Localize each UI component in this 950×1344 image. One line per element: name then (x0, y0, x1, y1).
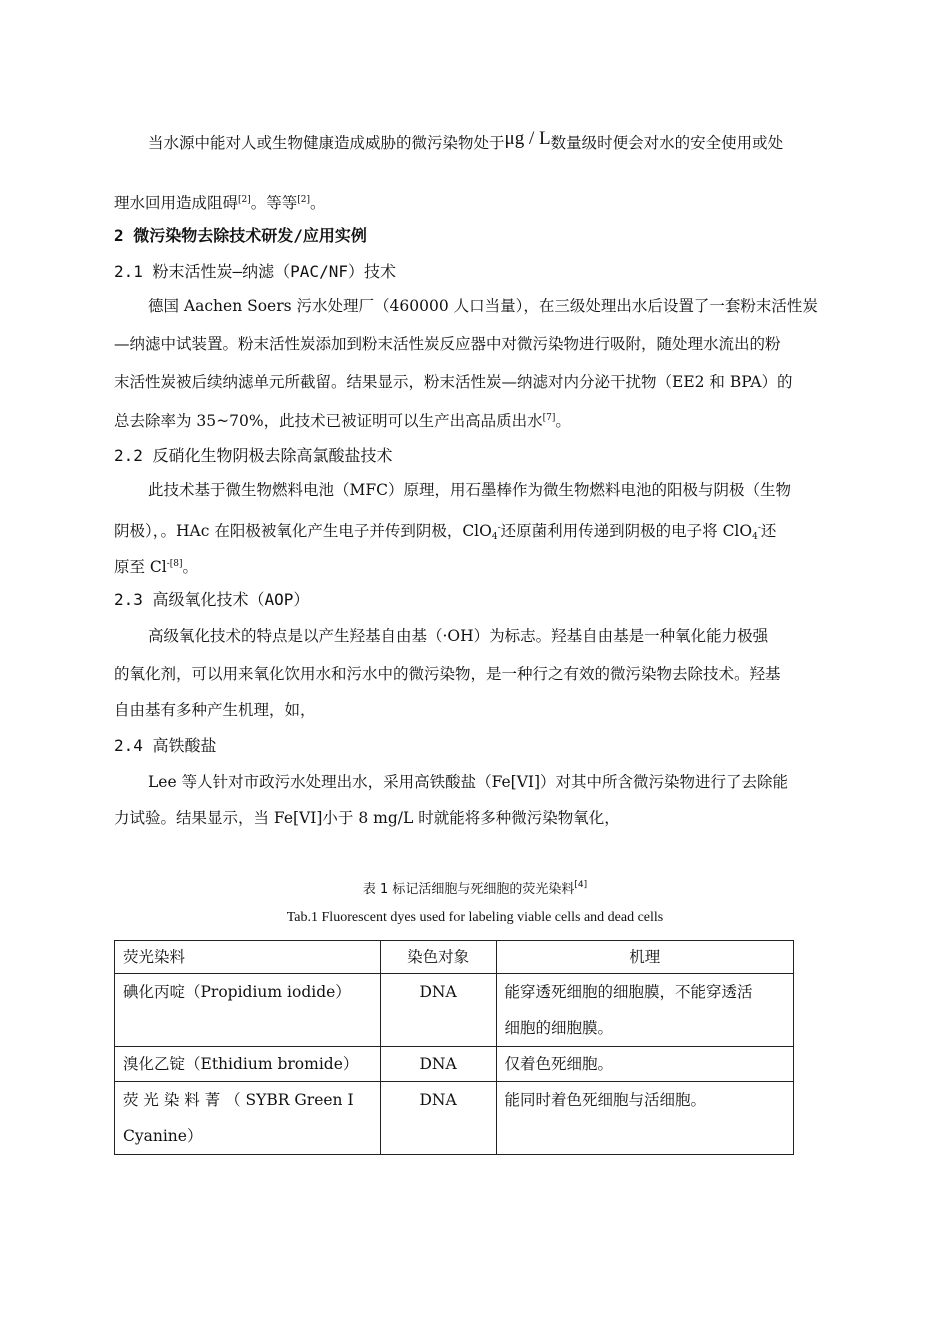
paragraph-line: 此技术基于微生物燃料电池（MFC）原理，用石墨棒作为微生物燃料电池的阳极与阴极（生物 (148, 481, 791, 499)
cell-target: DNA (380, 974, 496, 1047)
header-target: 染色对象 (380, 941, 496, 974)
superscript: - (497, 523, 501, 533)
mechanism-line: 能穿透死细胞的细胞膜，不能穿透活 (504, 983, 753, 1001)
table-row (115, 1047, 794, 1082)
paragraph-text: 。 (182, 558, 199, 576)
header-dye: 荧光染料 (115, 941, 381, 974)
header-mechanism: 机理 (496, 941, 793, 974)
table-header-row (115, 941, 794, 974)
paragraph-text: 。 (555, 412, 571, 430)
cell-dye (115, 1082, 381, 1155)
paragraph-line (114, 408, 836, 431)
cell-mechanism: 能同时着色死细胞与活细胞。 (496, 1082, 793, 1155)
section-heading-2-4: 2.4 高铁酸盐 (114, 736, 217, 755)
cell-mechanism (496, 974, 793, 1047)
section-heading-2-1: 2.1 粉末活性炭—纳滤（PAC/NF）技术 (114, 262, 396, 281)
caption-text: 表 1 标记活细胞与死细胞的荧光染料 (362, 882, 575, 897)
unit-ug-per-l: μg / L (504, 128, 551, 149)
intro-line-2 (114, 190, 836, 213)
paragraph-line (114, 518, 836, 547)
intro-text: 理水回用造成阻碍 (114, 194, 239, 212)
paragraph-line: 德国 Aachen Soers 污水处理厂（460000 人口当量），在三级处理出水后设置了一套粉末活性炭 (148, 297, 818, 315)
paragraph-line: 自由基有多种产生机理，如， (114, 701, 316, 719)
subscript: 4 (752, 532, 758, 542)
section-heading-2: 2 微污染物去除技术研发/应用实例 (114, 226, 367, 245)
citation: [4] (574, 880, 588, 890)
paragraph-line: 的氧化剂，可以用来氧化饮用水和污水中的微污染物，是一种行之有效的微污染物去除技术。羟基 (114, 665, 781, 683)
intro-text: 当水源中能对人或生物健康造成威胁的微污染物处于 (148, 134, 505, 152)
paragraph-line (114, 554, 836, 577)
mechanism-line: 细胞的细胞膜。 (504, 1019, 614, 1037)
dye-line: 荧 光 染 料 菁 （ SYBR Green I (123, 1091, 354, 1109)
paragraph-text: 阴极），。HAc 在阳极被氧化产生电子并传到阴极，ClO (114, 522, 492, 540)
table-caption-cn (114, 878, 836, 897)
paragraph-text: 还原菌利用传递到阴极的电子将 ClO (500, 522, 753, 540)
cell-target: DNA (380, 1047, 496, 1082)
cell-dye: 碘化丙啶（Propidium iodide） (115, 974, 381, 1047)
citation: [7] (542, 413, 556, 423)
citation: [2] (297, 195, 311, 205)
paragraph-line: 末活性炭被后续纳滤单元所截留。结果显示，粉末活性炭—纳滤对内分泌干扰物（EE2 和 BPA）的 (114, 373, 793, 391)
cell-target: DNA (380, 1082, 496, 1155)
section-heading-2-3: 2.3 高级氧化技术（AOP） (114, 590, 310, 609)
fluorescent-dyes-table (114, 940, 794, 1155)
table-caption-en: Tab.1 Fluorescent dyes used for labeling viable cells and dead cells (286, 910, 664, 925)
section-heading-2-2: 2.2 反硝化生物阴极去除高氯酸盐技术 (114, 446, 393, 465)
paragraph-line: 力试验。结果显示，当 Fe[VI]小于 8 mg/L 时就能将多种微污染物氧化， (114, 809, 620, 827)
table-row (115, 1082, 794, 1155)
paragraph-line: —纳滤中试装置。粉末活性炭添加到粉末活性炭反应器中对微污染物进行吸附，随处理水流出的粉 (114, 335, 781, 353)
intro-text: 。等等 (250, 194, 298, 212)
paragraph-line: 高级氧化技术的特点是以产生羟基自由基（·OH）为标志。羟基自由基是一种氧化能力极强 (148, 627, 769, 645)
superscript: - (757, 523, 761, 533)
citation: -[8] (166, 559, 183, 569)
paragraph-line: Lee 等人针对市政污水处理出水，采用高铁酸盐（Fe[VI]）对其中所含微污染物进行了去除能 (148, 773, 789, 791)
subscript: 4 (491, 532, 498, 542)
paragraph-text: 还 (760, 522, 777, 540)
cell-mechanism: 仅着色死细胞。 (496, 1047, 793, 1082)
paragraph-text: 总去除率为 35~70%，此技术已被证明可以生产出高品质出水 (114, 412, 543, 430)
citation: [2] (238, 195, 251, 205)
table-row (115, 974, 794, 1047)
paragraph-text: 原至 Cl (114, 558, 167, 576)
intro-line-1 (114, 128, 870, 153)
intro-text: 数量级时便会对水的安全使用或处 (550, 134, 784, 152)
cell-dye: 溴化乙锭（Ethidium bromide） (115, 1047, 381, 1082)
dye-line: Cyanine） (123, 1127, 203, 1145)
intro-text: 。 (310, 194, 326, 212)
